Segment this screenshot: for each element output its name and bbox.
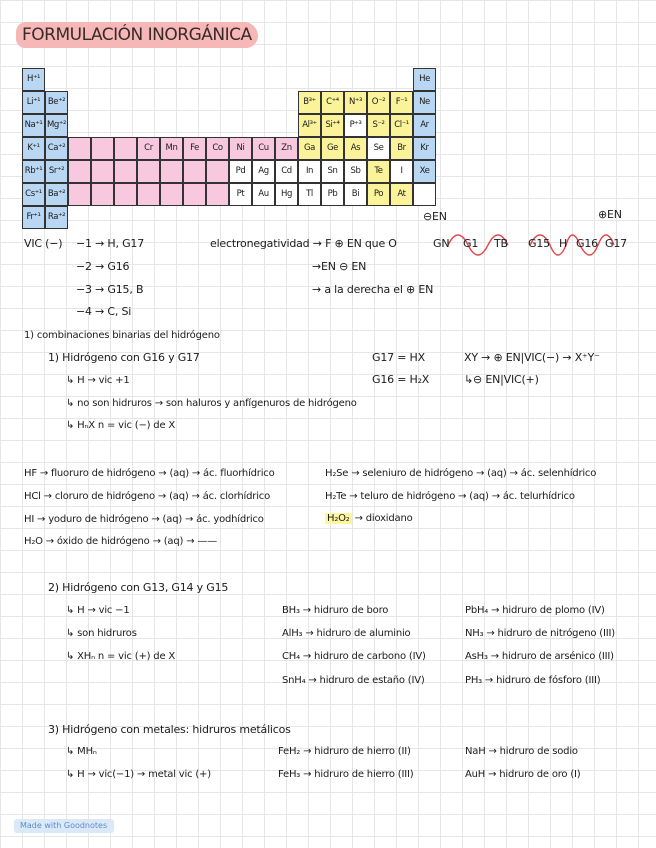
element-r2-0: Li⁺¹ — [22, 91, 45, 114]
element-r5-2 — [68, 160, 91, 183]
en-group-gn: GN — [433, 237, 450, 250]
g17-formula: G17 = HX — [372, 351, 425, 364]
element-r5-15: Te — [367, 160, 390, 183]
element-r5-11: Cd — [275, 160, 298, 183]
element-r6-17 — [413, 183, 436, 206]
hydride-ph3: PH₃ → hidruro de fósforo (III) — [465, 675, 601, 686]
goodnotes-badge: Made with Goodnotes — [14, 819, 114, 833]
periodic-table — [22, 68, 440, 222]
hydride-ch4: CH₄ → hidruro de carbono (IV) — [282, 651, 426, 662]
en-minus-label: ⊖EN — [423, 210, 447, 223]
element-r4-11: Zn — [275, 137, 298, 160]
element-r2-6: F⁻¹ — [390, 91, 413, 114]
element-r5-1: Sr⁺² — [45, 160, 68, 183]
electroneg-line-1: electronegatividad → F ⊕ EN que O — [210, 237, 397, 250]
element-r6-1: Ba⁺² — [45, 183, 68, 206]
hydride-alh3: AlH₃ → hidruro de aluminio — [282, 628, 411, 639]
en-plus-label: ⊕EN — [598, 208, 622, 221]
element-r6-9: Pt — [229, 183, 252, 206]
element-r4-3 — [91, 137, 114, 160]
element-he: He — [413, 68, 436, 91]
element-r4-9: Ni — [229, 137, 252, 160]
element-r6-4 — [114, 183, 137, 206]
element-r6-0: Cs⁺¹ — [22, 183, 45, 206]
page-title: FORMULACIÓN INORGÁNICA — [16, 22, 258, 48]
element-r4-4 — [114, 137, 137, 160]
element-r4-10: Cu — [252, 137, 275, 160]
acid-hcl: HCl → cloruro de hidrógeno → (aq) → ác. clorhídrico — [24, 491, 270, 502]
element-r6-6 — [160, 183, 183, 206]
element-r6-8 — [206, 183, 229, 206]
element-r6-10: Au — [252, 183, 275, 206]
acid-hf: HF → fluoruro de hidrógeno → (aq) → ác. fluorhídrico — [24, 468, 275, 479]
g16-formula: G16 = H₂X — [372, 373, 430, 386]
element-r6-5 — [137, 183, 160, 206]
section1-bullet-2: ↳ no son hidruros → son haluros y anfígenuros de hidrógeno — [66, 398, 357, 409]
section2-subheading: 2) Hidrógeno con G13, G14 y G15 — [48, 581, 229, 594]
section2-bullet-1: ↳ H → vic −1 — [66, 605, 130, 616]
element-r5-14: Sb — [344, 160, 367, 183]
en-group-h: H — [559, 237, 568, 250]
element-r6-13: Pb — [321, 183, 344, 206]
element-r4-2 — [68, 137, 91, 160]
hydride-ash3: AsH₃ → hidruro de arsénico (III) — [465, 651, 614, 662]
element-r5-8 — [206, 160, 229, 183]
element-r3-5: S⁻² — [367, 114, 390, 137]
hydride-pbh4: PbH₄ → hidruro de plomo (IV) — [465, 605, 605, 616]
acid-hi: HI → yoduro de hidrógeno → (aq) → ác. yodhídrico — [24, 514, 264, 525]
element-r7-0: Fr⁺¹ — [22, 206, 45, 229]
element-r2-2: B³⁺ — [298, 91, 321, 114]
en-group-g17: G17 — [605, 237, 627, 250]
element-r6-11: Hg — [275, 183, 298, 206]
hydride-snh4: SnH₄ → hidruro de estaño (IV) — [282, 675, 425, 686]
element-r3-3: Si⁺⁴ — [321, 114, 344, 137]
element-r2-3: C⁺⁴ — [321, 91, 344, 114]
h2o2-formula: H₂O₂ — [327, 513, 350, 524]
section1-subheading: 1) Hidrógeno con G16 y G17 — [48, 351, 200, 364]
element-r2-4: N⁺³ — [344, 91, 367, 114]
hydride-feh2: FeH₂ → hidruro de hierro (II) — [278, 746, 411, 757]
electroneg-line-2: →EN ⊖ EN — [312, 260, 367, 273]
element-r4-14: As — [344, 137, 367, 160]
h2o2-name: → dioxidano — [354, 513, 413, 524]
section1-heading: 1) combinaciones binarias del hidrógeno — [24, 330, 220, 341]
element-r4-8: Co — [206, 137, 229, 160]
hydride-bh3: BH₃ → hidruro de boro — [282, 605, 389, 616]
element-r5-17: Xe — [413, 160, 436, 183]
element-r4-12: Ga — [298, 137, 321, 160]
section3-bullet-1: ↳ MHₙ — [66, 746, 97, 757]
acid-h2se: H₂Se → seleniuro de hidrógeno → (aq) → ác. selenhídrico — [325, 468, 597, 479]
element-r4-17: Kr — [413, 137, 436, 160]
hydride-nh3: NH₃ → hidruro de nitrógeno (III) — [465, 628, 615, 639]
element-r3-0: Na⁺¹ — [22, 114, 45, 137]
section2-bullet-2: ↳ son hidruros — [66, 628, 137, 639]
element-r4-1: Ca⁺² — [45, 137, 68, 160]
element-r2-1: Be⁺² — [45, 91, 68, 114]
xy-rule-2: ↳⊖ EN|VIC(+) — [464, 373, 539, 386]
element-r4-7: Fe — [183, 137, 206, 160]
element-r4-5: Cr — [137, 137, 160, 160]
element-r4-6: Mn — [160, 137, 183, 160]
en-group-tb: TB — [494, 237, 508, 250]
element-r6-2 — [68, 183, 91, 206]
section1-bullet-3: ↳ HₙX n = vic (−) de X — [66, 420, 176, 431]
element-r5-0: Rb⁺¹ — [22, 160, 45, 183]
en-group-g15: G15 — [528, 237, 550, 250]
element-r4-16: Br — [390, 137, 413, 160]
en-group-g1: G1 — [463, 237, 479, 250]
section2-bullet-3: ↳ XHₙ n = vic (+) de X — [66, 651, 176, 662]
element-r5-9: Pd — [229, 160, 252, 183]
element-r3-6: Cl⁻¹ — [390, 114, 413, 137]
element-r5-12: In — [298, 160, 321, 183]
element-r6-3 — [91, 183, 114, 206]
xy-rule: XY → ⊕ EN|VIC(−) → X⁺Y⁻ — [464, 351, 600, 364]
element-r2-7: Ne — [413, 91, 436, 114]
element-r4-0: K⁺¹ — [22, 137, 45, 160]
hydride-feh3: FeH₃ → hidruro de hierro (III) — [278, 769, 414, 780]
section1-bullet-1: ↳ H → vic +1 — [66, 375, 130, 386]
element-r5-16: I — [390, 160, 413, 183]
element-r5-4 — [114, 160, 137, 183]
vic-line-3: −3 → G15, B — [76, 283, 144, 296]
element-r6-7 — [183, 183, 206, 206]
acid-h2o: H₂O → óxido de hidrógeno → (aq) → —— — [24, 536, 217, 547]
element-r7-1: Ra⁺² — [45, 206, 68, 229]
section3-bullet-2: ↳ H → vic(−1) → metal vic (+) — [66, 769, 211, 780]
element-r3-4: P⁺³ — [344, 114, 367, 137]
hydride-nah: NaH → hidruro de sodio — [465, 746, 578, 757]
vic-line-1: −1 → H, G17 — [76, 237, 145, 250]
acid-h2te: H₂Te → teluro de hidrógeno → (aq) → ác. telurhídrico — [325, 491, 575, 502]
h2o2-line — [325, 512, 413, 526]
element-r3-1: Mg⁺² — [45, 114, 68, 137]
electroneg-line-3: → a la derecha el ⊕ EN — [312, 283, 434, 296]
element-r6-14: Bi — [344, 183, 367, 206]
element-r4-13: Ge — [321, 137, 344, 160]
element-r5-6 — [160, 160, 183, 183]
element-r2-5: O⁻² — [367, 91, 390, 114]
element-r6-12: Tl — [298, 183, 321, 206]
element-r5-3 — [91, 160, 114, 183]
vic-label: VIC (−) — [24, 237, 63, 250]
element-r3-2: Al³⁺ — [298, 114, 321, 137]
element-r6-16: At — [390, 183, 413, 206]
element-r5-7 — [183, 160, 206, 183]
element-r5-5 — [137, 160, 160, 183]
element-r5-13: Sn — [321, 160, 344, 183]
element-r5-10: Ag — [252, 160, 275, 183]
element-r3-7: Ar — [413, 114, 436, 137]
element-r6-15: Po — [367, 183, 390, 206]
hydride-auh: AuH → hidruro de oro (I) — [465, 769, 581, 780]
vic-line-2: −2 → G16 — [76, 260, 130, 273]
element-r4-15: Se — [367, 137, 390, 160]
vic-line-4: −4 → C, Si — [76, 305, 132, 318]
element-h: H⁺¹ — [22, 68, 45, 91]
section3-subheading: 3) Hidrógeno con metales: hidruros metálicos — [48, 723, 291, 736]
en-group-g16: G16 — [576, 237, 598, 250]
